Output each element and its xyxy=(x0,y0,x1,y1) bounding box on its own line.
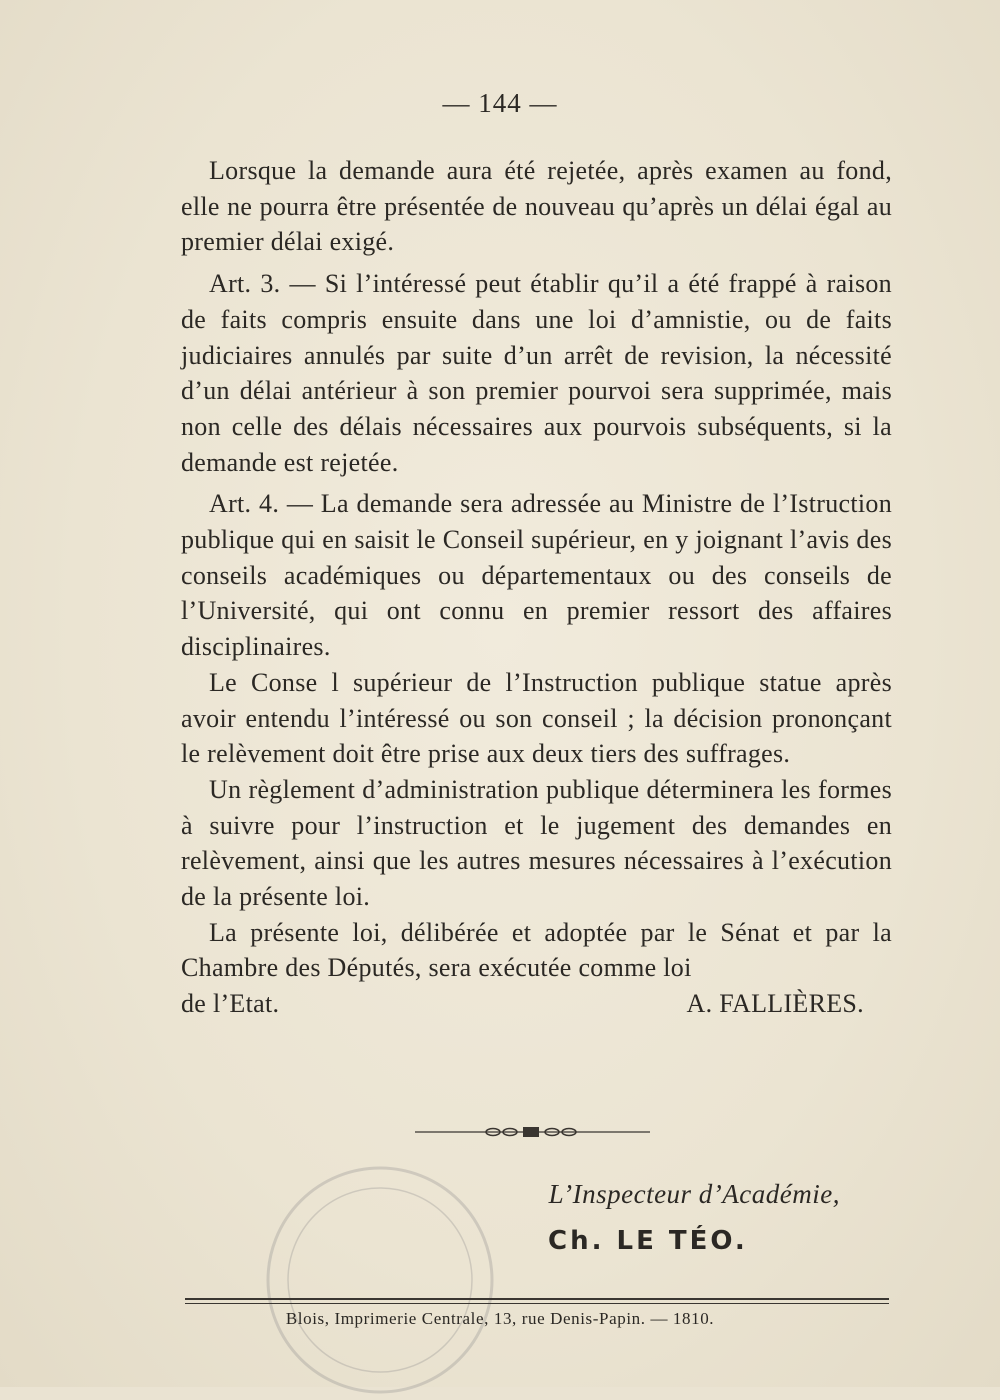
paragraph-1: Lorsque la demande aura été rejetée, après examen au fond, elle ne pourra être présentée de nouveau qu’après un délai égal au premier délai exigé. xyxy=(181,156,892,257)
paragraph-presente-loi: La présente loi, délibérée et adoptée par le Sénat et par la Chambre des Députés, sera exécutée comme loi xyxy=(181,917,892,983)
ornament-divider xyxy=(415,1124,650,1140)
footer-rule xyxy=(185,1298,889,1304)
body-text xyxy=(181,153,892,1022)
paragraph-conseil: Le Conse l supérieur de l’Instruction publique statue après avoir entendu l’intéressé ou son conseil ; la décision prononçant le relèvement doit être prise aux deux tiers des suffrages. xyxy=(181,667,892,769)
signoff-line xyxy=(181,986,892,1022)
library-stamp xyxy=(250,1160,510,1400)
paragraph-reglement: Un règlement d’administration publique déterminera les formes à suivre pour l’instruction et le jugement des demandes en relèvement, ainsi que les autres mesures nécessaires à l’exécution de la présente loi. xyxy=(181,774,892,912)
inspector-name: Ch. LE TÉO. xyxy=(548,1226,748,1256)
page-number: — 144 — xyxy=(442,88,558,118)
paragraph-article-3: Art. 3. — Si l’intéressé peut établir qu’il a été frappé à raison de faits compris ensuite dans une loi d’amnistie, ou de faits judiciaires annulés par suite d’un arrêt de revision, la nécessité d’un délai antérieur à son premier pourvoi sera supprimée, mais non celle des délais nécessaires aux pourvois subséquents, si la demande est rejetée. xyxy=(181,269,892,477)
signoff-left: de l’Etat. xyxy=(181,989,280,1019)
printer-imprint: Blois, Imprimerie Centrale, 13, rue Denis-Papin. — 1810. xyxy=(285,1309,715,1328)
paragraph-article-4: Art. 4. — La demande sera adressée au Ministre de l’Istruction publique qui en saisit le Conseil supérieur, en y joignant l’avis des conseils académiques ou départementaux ou des conseils de l’Université, qui ont connu en premier ressort des affaires disciplinaires. xyxy=(181,489,892,662)
inspector-title: L’Inspecteur d’Académie, xyxy=(548,1179,840,1209)
president-signature: A. FALLIÈRES. xyxy=(686,989,864,1019)
